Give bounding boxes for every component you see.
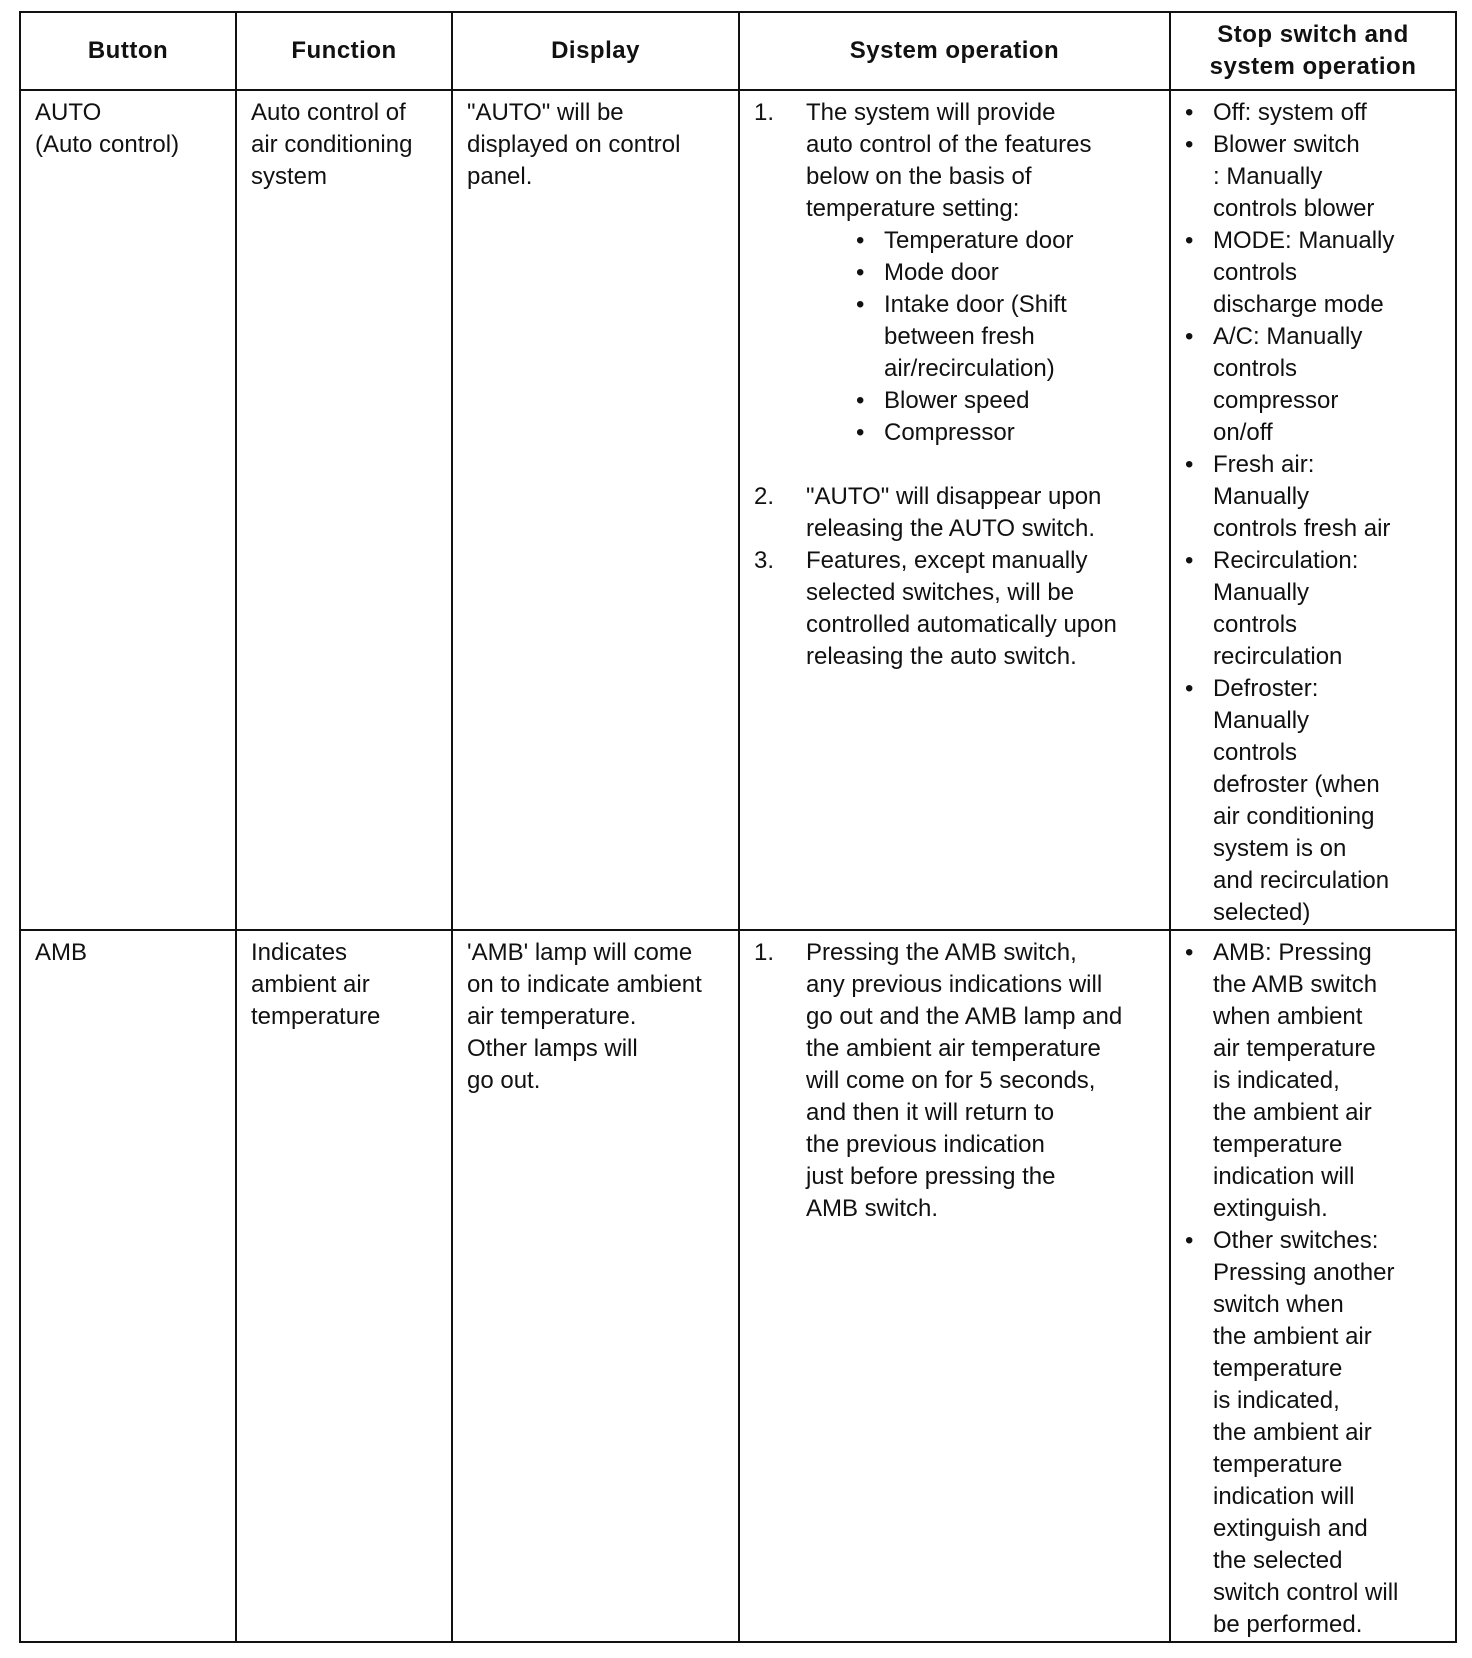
header-button: Button — [20, 12, 236, 90]
stop-cell — [1170, 90, 1456, 930]
button-cell: AMB — [20, 930, 236, 1642]
header-stop-switch: Stop switch and system operation — [1170, 12, 1456, 90]
sub-text: Mode door — [884, 259, 999, 286]
item-number: 1. — [754, 99, 775, 126]
operation-item — [754, 937, 1157, 1225]
bullet: • Off: system off — [1185, 97, 1443, 129]
bullet-text: Defroster: Manually controls defroster (when air conditioning system is on and recirculation selected) — [1213, 675, 1390, 926]
button-cell: AUTO (Auto control) — [20, 90, 236, 930]
item-text: "AUTO" will disappear upon releasing the AUTO switch. — [806, 483, 1102, 542]
bullet-text: Off: system off — [1213, 99, 1367, 126]
table-row — [20, 90, 1456, 930]
sub-bullet: • Mode door — [856, 257, 1092, 289]
item-number: 1. — [754, 939, 775, 966]
table-row — [20, 930, 1456, 1642]
bullet: • Fresh air: Manually controls fresh air — [1185, 449, 1443, 545]
bullet: • Defroster: Manually controls defroster (when air conditioning system is on and recirculation selected) — [1185, 673, 1443, 929]
bullet: • Blower switch : Manually controls blower — [1185, 129, 1443, 225]
bullet: • AMB: Pressing the AMB switch when ambient air temperature is indicated, the ambient air temperature indication will extinguish. — [1185, 937, 1443, 1225]
header-row — [20, 12, 1456, 90]
item-text: Features, except manually selected switches, will be controlled automatically upon releasing the auto switch. — [806, 547, 1117, 670]
item-text: The system will provide auto control of the features below on the basis of temperature setting: — [806, 99, 1092, 222]
sub-bullet: • Blower speed — [856, 385, 1092, 417]
operation-item — [754, 97, 1157, 449]
bullet-text: A/C: Manually controls compressor on/off — [1213, 323, 1363, 446]
operation-item — [754, 481, 1157, 545]
function-cell: Indicates ambient air temperature — [236, 930, 452, 1642]
function-table — [19, 11, 1457, 1643]
operation-cell — [739, 930, 1170, 1642]
bullet: • A/C: Manually controls compressor on/off — [1185, 321, 1443, 449]
function-cell: Auto control of air conditioning system — [236, 90, 452, 930]
stop-cell — [1170, 930, 1456, 1642]
bullet-text: Other switches: Pressing another switch when the ambient air temperature is indicated, the ambient air temperature indication will extinguish and the selected switch control will be performed. — [1213, 1227, 1399, 1638]
bullet: • Other switches: Pressing another switch when the ambient air temperature is indicated, the ambient air temperature indication will extinguish and the selected switch control will be performed. — [1185, 1225, 1443, 1641]
sub-bullet: • Intake door (Shift between fresh air/recirculation) — [856, 289, 1092, 385]
operation-cell — [739, 90, 1170, 930]
bullet: • Recirculation: Manually controls recirculation — [1185, 545, 1443, 673]
bullet-text: AMB: Pressing the AMB switch when ambient air temperature is indicated, the ambient air temperature indication will extinguish. — [1213, 939, 1378, 1222]
item-number: 2. — [754, 483, 775, 510]
sub-text: Blower speed — [884, 387, 1030, 414]
display-cell: "AUTO" will be displayed on control panel. — [452, 90, 739, 930]
header-function: Function — [236, 12, 452, 90]
sub-text: Intake door (Shift between fresh air/recirculation) — [884, 291, 1067, 382]
sub-bullet: • Temperature door — [856, 225, 1092, 257]
item-number: 3. — [754, 547, 775, 574]
bullet-text: Fresh air: Manually controls fresh air — [1213, 451, 1391, 542]
sub-text: Temperature door — [884, 227, 1074, 254]
operation-item — [754, 545, 1157, 673]
display-cell: 'AMB' lamp will come on to indicate ambient air temperature. Other lamps will go out. — [452, 930, 739, 1642]
bullet: • MODE: Manually controls discharge mode — [1185, 225, 1443, 321]
bullet-text: Recirculation: Manually controls recirculation — [1213, 547, 1359, 670]
sub-text: Compressor — [884, 419, 1015, 446]
header-system-operation: System operation — [739, 12, 1170, 90]
header-display: Display — [452, 12, 739, 90]
bullet-text: MODE: Manually controls discharge mode — [1213, 227, 1395, 318]
item-text: Pressing the AMB switch, any previous indications will go out and the AMB lamp and the ambient air temperature will come on for 5 seconds, and then it will return to the previous indication just before pressing the AMB switch. — [806, 939, 1123, 1222]
sub-bullet: • Compressor — [856, 417, 1092, 449]
bullet-text: Blower switch : Manually controls blower — [1213, 131, 1375, 222]
